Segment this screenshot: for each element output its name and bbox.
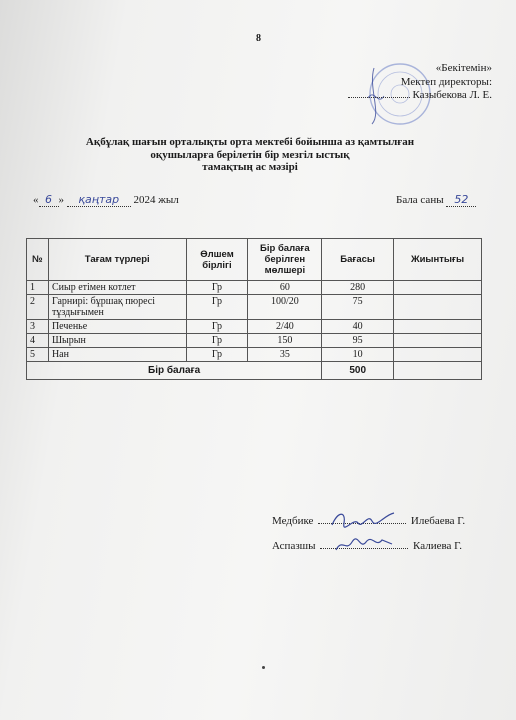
- row-price: 40: [322, 320, 394, 334]
- row-price: 75: [322, 295, 394, 320]
- date-year: 2024 жыл: [133, 194, 179, 206]
- date-month: қаңтар: [67, 193, 131, 207]
- row-total: [394, 295, 482, 320]
- row-dish: Печенье: [48, 320, 186, 334]
- row-unit: Гр: [186, 281, 248, 295]
- header-total: Жиынтығы: [394, 239, 482, 281]
- header-dish: Тағам түрлері: [48, 239, 186, 281]
- table-row: [27, 348, 482, 362]
- row-dish: Гарнирі: бұршақ пюресі тұздығымен: [48, 295, 186, 320]
- date-day: 6: [39, 193, 59, 207]
- stray-mark: [262, 666, 265, 669]
- row-number: 3: [27, 320, 49, 334]
- row-amount: 150: [248, 334, 322, 348]
- table-row: [27, 295, 482, 320]
- header-amount: Бір балаға берілген мөлшері: [248, 239, 322, 281]
- cook-role: Аспазшы: [272, 540, 316, 552]
- row-price: 10: [322, 348, 394, 362]
- document-title: [60, 136, 440, 174]
- header-number: №: [27, 239, 49, 281]
- menu-table: [26, 238, 482, 380]
- nurse-signature-line: [272, 515, 465, 527]
- row-total: [394, 320, 482, 334]
- director-name: Казыбекова Л. Е.: [412, 89, 492, 101]
- cook-signature-line: [272, 540, 462, 552]
- row-dish: Сиыр етімен котлет: [48, 281, 186, 295]
- row-price: 280: [322, 281, 394, 295]
- nurse-handwritten-signature: [328, 509, 398, 531]
- row-amount: 35: [248, 348, 322, 362]
- footer-value: 500: [322, 362, 394, 380]
- row-price: 95: [322, 334, 394, 348]
- cook-name: Калиева Г.: [413, 540, 463, 552]
- children-count-value: 52: [446, 193, 476, 207]
- director-signature-line: [348, 97, 410, 98]
- date-open-quote: «: [33, 194, 39, 206]
- table-header-row: [27, 239, 482, 281]
- row-unit: Гр: [186, 320, 248, 334]
- children-count: [396, 193, 476, 207]
- row-amount: 60: [248, 281, 322, 295]
- row-number: 1: [27, 281, 49, 295]
- title-line-2: оқушыларға берілетін бір мезгіл ыстық: [150, 148, 350, 161]
- menu-date: [33, 193, 179, 207]
- row-total: [394, 281, 482, 295]
- nurse-name: Илебаева Г.: [410, 515, 466, 527]
- row-total: [394, 334, 482, 348]
- row-unit: Гр: [186, 295, 248, 320]
- approval-block: [348, 62, 492, 103]
- header-price: Бағасы: [322, 239, 394, 281]
- header-unit: Өлшем бірлігі: [186, 239, 248, 281]
- table-footer-row: [27, 362, 482, 380]
- approval-heading: «Бекітемін»: [435, 62, 492, 74]
- row-unit: Гр: [186, 348, 248, 362]
- page-number: 8: [256, 33, 261, 44]
- table-row: [27, 320, 482, 334]
- title-line-1: Ақбұлақ шағын орталықты орта мектебі бойынша аз қамтылған: [85, 136, 415, 148]
- cook-handwritten-signature: [330, 534, 400, 556]
- date-close-quote: »: [58, 194, 64, 206]
- approval-role: Мектеп директоры:: [400, 75, 492, 88]
- cook-signature-blank: [320, 548, 408, 549]
- row-dish: Нан: [48, 348, 186, 362]
- row-dish: Шырын: [48, 334, 186, 348]
- footer-label: Бір балаға: [27, 362, 322, 380]
- children-count-label: Бала саны: [396, 194, 444, 206]
- row-number: 5: [27, 348, 49, 362]
- row-amount: 2/40: [248, 320, 322, 334]
- table-row: [27, 281, 482, 295]
- row-total: [394, 348, 482, 362]
- title-line-3: тамақтың ас мәзірі: [202, 161, 298, 173]
- row-unit: Гр: [186, 334, 248, 348]
- nurse-role: Медбике: [272, 515, 314, 527]
- row-number: 4: [27, 334, 49, 348]
- row-number: 2: [27, 295, 49, 320]
- table-row: [27, 334, 482, 348]
- row-amount: 100/20: [248, 295, 322, 320]
- footer-empty: [394, 362, 482, 380]
- nurse-signature-blank: [318, 523, 406, 524]
